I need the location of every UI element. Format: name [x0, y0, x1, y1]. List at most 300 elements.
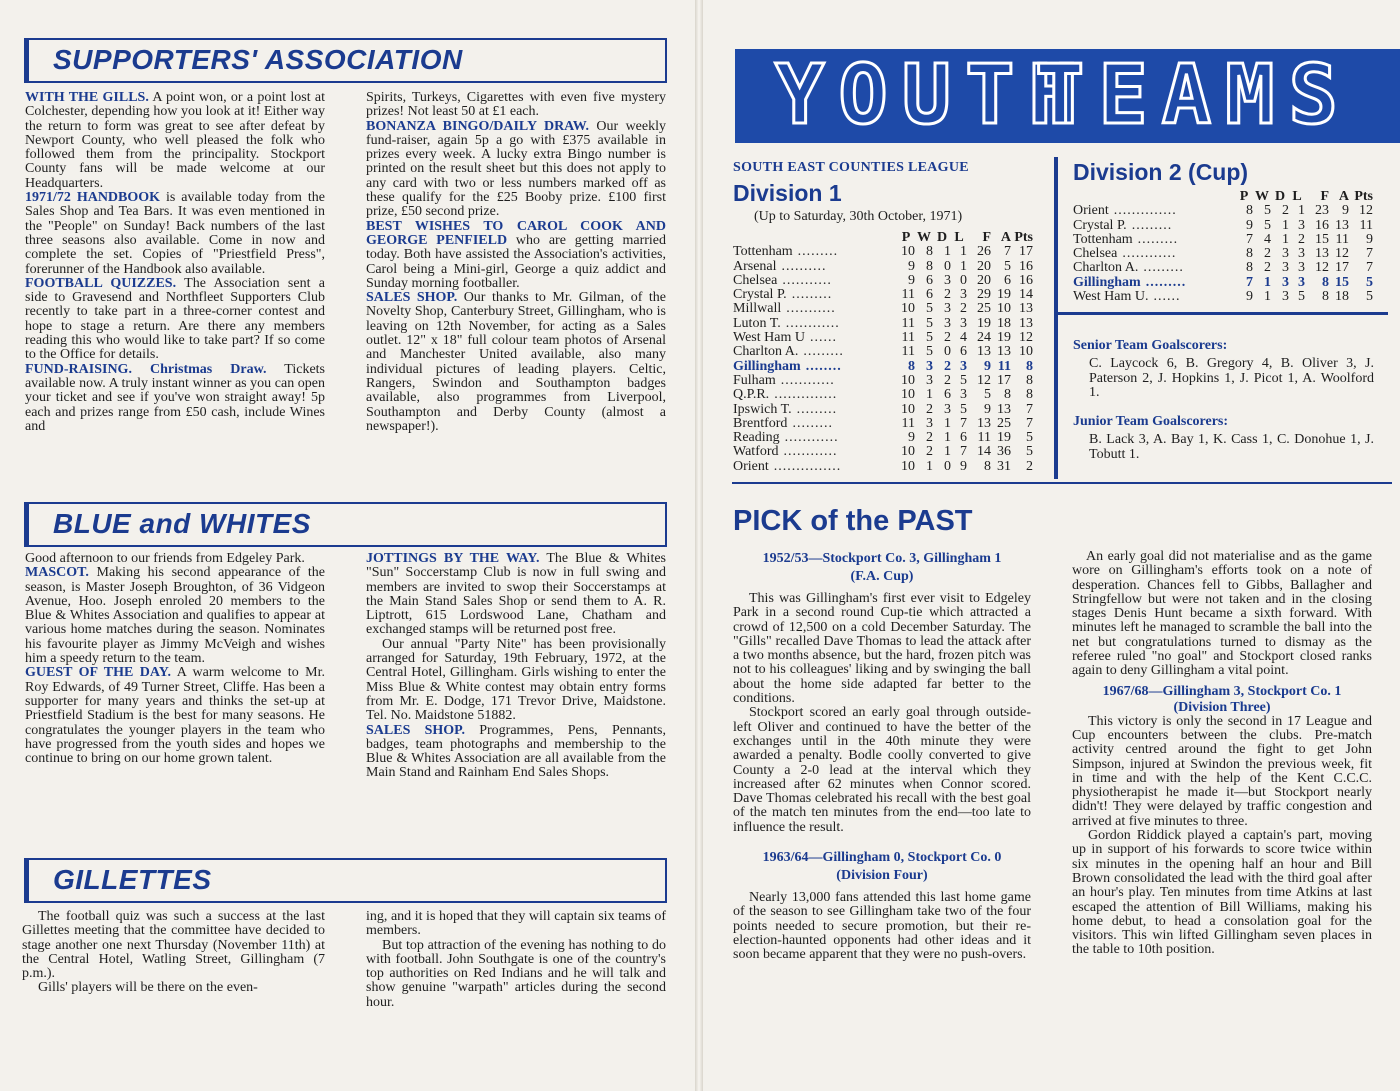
leader-dots: .........: [1131, 217, 1173, 233]
stat-cell: 16: [1019, 272, 1033, 288]
paragraph-lead: SALES SHOP.: [366, 290, 458, 306]
stat-cell: 12: [977, 372, 991, 388]
stat-cell: 10: [901, 244, 915, 260]
leader-dots: ........: [805, 358, 842, 374]
stat-cell: 2: [944, 330, 951, 346]
stat-cell: 8: [1246, 260, 1253, 276]
column-header: Pts: [1014, 230, 1033, 245]
stat-cell: 6: [926, 287, 933, 303]
paragraph-text: Our weekly fund-raiser, again 5p a go with £375 available in prizes every week. A lucky extra Bingo number is printed on the result sheet but this does not apply to any card with two or less numbers marked off as these qualify for the £25 Booby prize. £100 first prize, £50 second prize.: [366, 118, 666, 220]
column-header: D: [1274, 189, 1286, 204]
division-2-table: [1073, 190, 1373, 304]
stat-cell: 10: [901, 444, 915, 460]
stat-cell: 12: [1359, 203, 1373, 219]
banner-word-youth: YOUTH: [775, 48, 1092, 143]
banner-word-teams: TEAMS: [1035, 48, 1352, 143]
stat-cell: 3: [960, 387, 967, 403]
stat-cell: 12: [1335, 246, 1349, 262]
stat-cell: 19: [997, 287, 1011, 303]
stat-cell: 7: [1366, 260, 1373, 276]
table-row: [733, 345, 1033, 359]
paragraph-text: But top attraction of the evening has nothing to do with football. John Southgate is one of the country's top authorities on Red Indians and he will talk and show genuine "warpath" articles during the second hour.: [366, 937, 666, 1010]
gillettes-heading-box: [24, 858, 667, 903]
stat-cell: 31: [997, 458, 1011, 474]
paragraph-text: who are getting married today. Both have assisted the Association's activities, Carol being a Mini-girl, George a quiz addict and Sunday morning footballer.: [366, 232, 666, 291]
stat-cell: 12: [1019, 330, 1033, 346]
stat-cell: 5: [984, 387, 991, 403]
paragraph-text: A warm welcome to Mr. Roy Edwards, of 49 Turner Street, Cliffe. Has been a supporter for many years and thinks the set-up at Priestfield Stadium is the best for many seasons. He congratulates the younger players in the team who have progressed from the youth sides and hopes we continue to bring on our home grown talent.: [25, 665, 325, 767]
stat-cell: 23: [1315, 203, 1329, 219]
stat-cell: 25: [977, 301, 991, 317]
table-row: [733, 317, 1033, 331]
match-1952-heading: 1952/53—Stockport Co. 3, Gillingham 1: [762, 551, 1002, 566]
stat-cell: 26: [977, 244, 991, 260]
table-row: [733, 403, 1033, 417]
stat-cell: 11: [901, 415, 915, 431]
team-name: West Ham U: [733, 330, 805, 346]
stat-cell: 3: [926, 358, 933, 374]
past-column-1: [733, 550, 1031, 963]
stat-cell: 14: [1019, 287, 1033, 303]
column-header: F: [1320, 189, 1329, 204]
paragraph: [366, 724, 666, 781]
stat-cell: 4: [960, 330, 967, 346]
column-header: L: [954, 230, 964, 245]
stat-cell: 16: [1315, 217, 1329, 233]
stat-cell: 2: [1026, 458, 1033, 474]
stat-cell: 18: [1335, 289, 1349, 305]
stat-cell: 5: [1366, 274, 1373, 290]
senior-goalscorers-text: C. Laycock 6, B. Gregory 4, B. Oliver 3, J. Paterson 2, J. Hopkins 1, J. Picot 1, A. Woolford 1.: [1089, 356, 1374, 400]
stat-cell: 5: [1264, 217, 1271, 233]
stat-cell: 5: [926, 330, 933, 346]
team-cell: [733, 460, 897, 474]
stat-cell: 7: [960, 415, 967, 431]
team-cell: [1073, 247, 1235, 261]
leader-dots: ...............: [773, 458, 842, 474]
team-cell: [1073, 204, 1235, 218]
paragraph-text: Programmes, Pens, Pennants, badges, team photographs and membership to the Blue & Whites Association are all available from the Main Stand and Rainham End Sales Shops.: [366, 722, 666, 781]
team-cell: [733, 445, 897, 459]
paragraph: [366, 91, 666, 120]
paragraph-lead: WITH THE GILLS.: [25, 90, 149, 105]
leader-dots: .........: [1137, 231, 1179, 247]
paragraph: [366, 552, 666, 638]
supporters-column-2: [366, 91, 666, 434]
stat-cell: 1: [944, 444, 951, 460]
horizontal-divider: [1054, 312, 1388, 315]
team-name: Watford: [733, 444, 779, 460]
team-name: Tottenham: [1073, 231, 1133, 247]
table-row: [1073, 247, 1373, 261]
stat-cell: 13: [977, 415, 991, 431]
stat-cell: 3: [960, 315, 967, 331]
gillettes-column-2: [366, 910, 666, 1010]
stat-cell: 9: [984, 358, 991, 374]
stat-cell: 0: [944, 258, 951, 274]
division-1-subtitle: (Up to Saturday, 30th October, 1971): [754, 209, 963, 224]
table-row: [733, 360, 1033, 374]
leader-dots: .........: [803, 344, 844, 360]
stat-cell: 10: [901, 372, 915, 388]
pick-of-the-past-title: PICK of the PAST: [733, 505, 973, 537]
stat-cell: 13: [1019, 315, 1033, 331]
team-name: Brentford: [733, 415, 788, 431]
stat-cell: 4: [1264, 231, 1271, 247]
stat-cell: 13: [977, 344, 991, 360]
paragraph: [366, 291, 666, 434]
stat-cell: 3: [944, 272, 951, 288]
stat-cell: 19: [997, 330, 1011, 346]
blue-whites-heading-box: [24, 502, 667, 547]
stat-cell: 1: [944, 415, 951, 431]
paragraph-lead: FOOTBALL QUIZZES.: [25, 275, 177, 291]
stat-cell: 8: [1026, 372, 1033, 388]
stat-cell: 13: [1315, 246, 1329, 262]
stat-cell: 2: [1282, 203, 1289, 219]
stat-cell: 5: [960, 401, 967, 417]
paragraph: [22, 981, 325, 995]
gillettes-column-1: [22, 910, 325, 996]
stat-cell: 1: [1264, 289, 1271, 305]
stat-cell: 9: [984, 401, 991, 417]
stat-cell: 9: [908, 272, 915, 288]
stat-cell: 1: [926, 458, 933, 474]
team-name: Orient: [1073, 203, 1109, 219]
table-row: [733, 260, 1033, 274]
stat-cell: 1: [944, 430, 951, 446]
stat-cell: 11: [997, 358, 1011, 374]
leader-dots: ..............: [1113, 203, 1177, 219]
team-cell: [733, 345, 897, 359]
table-row: [1073, 290, 1373, 304]
league-title: SOUTH EAST COUNTIES LEAGUE: [733, 160, 969, 175]
team-cell: [1073, 233, 1235, 247]
stat-cell: 8: [1004, 387, 1011, 403]
stat-cell: 2: [944, 287, 951, 303]
table-row: [733, 245, 1033, 259]
stat-cell: 7: [1366, 246, 1373, 262]
leader-dots: ......: [1153, 289, 1181, 305]
paragraph: [366, 939, 666, 1010]
supporters-column-1: [25, 91, 325, 434]
paragraph: [25, 191, 325, 277]
stat-cell: 3: [944, 401, 951, 417]
team-cell: [733, 417, 897, 431]
stat-cell: 10: [901, 301, 915, 317]
stat-cell: 16: [1019, 258, 1033, 274]
stat-cell: 9: [1246, 289, 1253, 305]
stat-cell: 2: [926, 444, 933, 460]
stat-cell: 25: [997, 415, 1011, 431]
stat-cell: 3: [944, 315, 951, 331]
stat-cell: 7: [960, 444, 967, 460]
stat-cell: 13: [997, 401, 1011, 417]
table-row: [733, 431, 1033, 445]
stat-cell: 1: [1282, 217, 1289, 233]
match-1963-subheading: (Division Four): [836, 868, 928, 884]
junior-goalscorers-text: B. Lack 3, A. Bay 1, K. Cass 1, C. Donohue 1, J. Tobutt 1.: [1089, 432, 1374, 462]
stat-cell: 8: [984, 458, 991, 474]
stat-cell: 20: [977, 258, 991, 274]
team-cell: [733, 274, 897, 288]
paragraph-lead: 1971/72 HANDBOOK: [25, 190, 161, 206]
stat-cell: 20: [977, 272, 991, 288]
stat-cell: 3: [1282, 289, 1289, 305]
stat-cell: 11: [901, 315, 915, 331]
leader-dots: .........: [792, 415, 833, 431]
leader-dots: ..........: [781, 258, 827, 274]
stat-cell: 7: [1246, 231, 1253, 247]
table-row: [733, 460, 1033, 474]
paragraph-text: ing, and it is hoped that they will captain six teams of members.: [366, 909, 666, 939]
report-paragraph: This was Gillingham's first ever visit to Edgeley Park in a second round Cup-tie which attracted a crowd of 12,500 on a cold December Saturday. The "Gills" recalled Dave Thomas to lead the attack after a two months absence, but the hard, frozen pitch was not to his colleagues' liking and by swinging the ball about the home side adapted far better to the conditions.: [733, 591, 1031, 707]
paragraph-text: A point won, or a point lost at Colchester, depending how you look at it! Either way the return to form was great to see after defeat by Newport County, who well pleased the folk who followed them from the principality. Stockport County fans will be made welcome at our Headquarters.: [25, 90, 325, 191]
paragraph-text: Gills' players will be there on the even-: [38, 980, 258, 996]
blue-whites-column-2: [366, 552, 666, 781]
paragraph-lead: GUEST OF THE DAY.: [25, 665, 172, 681]
paragraph: [366, 910, 666, 939]
table-row: [733, 274, 1033, 288]
team-cell: [1073, 290, 1235, 304]
stat-cell: 8: [1322, 289, 1329, 305]
team-name: Charlton A.: [1073, 260, 1139, 276]
stat-cell: 1: [1298, 203, 1305, 219]
leader-dots: ............: [1122, 246, 1177, 262]
stat-cell: 5: [1366, 289, 1373, 305]
stat-cell: 13: [1335, 217, 1349, 233]
page-gutter: [695, 0, 703, 1091]
stat-cell: 3: [1298, 274, 1305, 290]
paragraph-text: Our annual "Party Nite" has been provisionally arranged for Saturday, 19th February, 1972, at the Central Hotel, Gillingham. Girls wishing to enter the Miss Blue & White contest may obtain entry forms from Mr. E. Dodge, 171 Trevor Drive, Maidstone. Tel. No. Maidstone 51882.: [366, 636, 666, 724]
leader-dots: ...........: [782, 272, 832, 288]
stat-cell: 7: [1004, 244, 1011, 260]
team-name: Luton T.: [733, 315, 781, 331]
stat-cell: 2: [1264, 246, 1271, 262]
stat-cell: 0: [944, 458, 951, 474]
team-cell: [733, 431, 897, 445]
column-header: D: [936, 230, 948, 245]
junior-goalscorers-title: Junior Team Goalscorers:: [1073, 414, 1229, 429]
team-name: Charlton A.: [733, 344, 799, 360]
team-cell: [733, 288, 897, 302]
stat-cell: 6: [1004, 272, 1011, 288]
stat-cell: 11: [1359, 217, 1373, 233]
stat-cell: 8: [926, 258, 933, 274]
team-cell: [733, 260, 897, 274]
match-1967-report: [1072, 715, 1372, 958]
paragraph: [366, 220, 666, 291]
division-2-title: Division 2 (Cup): [1073, 159, 1249, 185]
blue-whites-heading: BLUE and WHITES: [53, 508, 311, 539]
stat-cell: 19: [997, 430, 1011, 446]
stat-cell: 2: [1264, 260, 1271, 276]
paragraph-text: The Blue & Whites "Sun" Soccerstamp Club is now in full swing and members are invited to swop their Soccerstamps at the Main Stand Sales Shop or send them to A. R. Liptrott, 615 Lordswood Lane, Chatham and exchanged stamps will be returned post free.: [366, 551, 666, 638]
leader-dots: ............: [784, 430, 839, 446]
column-header: W: [917, 230, 931, 245]
team-name: Crystal P.: [1073, 217, 1127, 233]
stat-cell: 8: [908, 358, 915, 374]
team-name: West Ham U.: [1073, 289, 1149, 305]
table-header-row: [1073, 190, 1373, 204]
table-row: [1073, 276, 1373, 290]
paragraph-text: Good afternoon to our friends from Edgeley Park.: [25, 551, 305, 566]
table-row: [733, 302, 1033, 316]
stat-cell: 7: [1026, 401, 1033, 417]
table-row: [1073, 204, 1373, 218]
column-header: Pts: [1354, 189, 1373, 204]
match-1952-report: [733, 592, 1031, 835]
table-row: [1073, 233, 1373, 247]
paragraph-lead: FUND-RAISING. Christmas Draw.: [25, 361, 267, 377]
stat-cell: 8: [1246, 203, 1253, 219]
team-name: Millwall: [733, 301, 782, 317]
stat-cell: 5: [926, 301, 933, 317]
match-1952-subheading: (F.A. Cup): [850, 569, 914, 584]
team-cell: [733, 317, 897, 331]
team-name: Chelsea: [1073, 246, 1118, 262]
stat-cell: 29: [977, 287, 991, 303]
stat-cell: 5: [1026, 430, 1033, 446]
paragraph: [366, 638, 666, 724]
team-name: Chelsea: [733, 272, 778, 288]
vertical-divider: [1054, 157, 1058, 479]
paragraph-text: Our thanks to Mr. Gilman, of the Novelty Shop, Canterbury Street, Gillingham, who is leaving on 12th November, for acting as a Sales outlet. 12" x 18" full colour team photos of Arsenal and Manchester United available, also many individual pictures of leading players. Celtic, Rangers, Swindon and Southampton badges available, also programmes from Liverpool, Southampton and Derby County (almost a newspaper!).: [366, 290, 666, 434]
stat-cell: 2: [926, 430, 933, 446]
team-cell: [733, 302, 897, 316]
stat-cell: 3: [960, 287, 967, 303]
paragraph-text: The Association sent a side to Gravesend and Northfleet Supporters Club recently to take part in a three-corner contest and hope to stage a return. Are there any members reading this who would like to take part? If so come to the Office for details.: [25, 275, 325, 363]
stat-cell: 7: [1246, 274, 1253, 290]
supporters-heading: SUPPORTERS' ASSOCIATION: [53, 44, 463, 75]
team-name: Reading: [733, 430, 780, 446]
paragraph-text: Making his second appearance of the season, is Master Joseph Broughton, of 36 Vidgeon Avenue, Hoo. Joseph enroled 20 members to the Blue & Whites Association and qualifies to appear at various home matches during the season. Nominates his favourite player as Jimmy McVeigh and wishes him a speedy return to the team.: [25, 565, 325, 667]
team-name: Tottenham: [733, 244, 793, 260]
stat-cell: 17: [1019, 244, 1033, 260]
column-header: A: [1000, 230, 1011, 245]
leader-dots: .........: [791, 287, 833, 303]
team-name: Arsenal: [733, 258, 777, 274]
gillettes-heading: GILLETTES: [53, 864, 212, 895]
stat-cell: 10: [901, 387, 915, 403]
paragraph-lead: SALES SHOP.: [366, 722, 465, 738]
match-1963-report: [733, 891, 1031, 962]
paragraph-lead: JOTTINGS BY THE WAY.: [366, 551, 540, 566]
team-cell: [733, 388, 897, 402]
paragraph: [22, 910, 325, 981]
stat-cell: 9: [960, 458, 967, 474]
team-name: Gillingham: [733, 358, 801, 374]
stat-cell: 2: [944, 372, 951, 388]
stat-cell: 9: [908, 430, 915, 446]
table-row: [733, 388, 1033, 402]
stat-cell: 13: [997, 344, 1011, 360]
stat-cell: 0: [960, 272, 967, 288]
match-1963-continued: An early goal did not materialise and as the game wore on Gillingham's efforts took on a note of desperation. Chances fell to Gibbs, Ballagher and Stringfellow but were not taken and in the closing stages Denis Hunt became a sixth forward. With minutes left he managed to scramble the ball into the net but congratulations turned to dismay as the referee ruled "no goal" and Stockport closed ranks again to deny Gillingham a vital point.: [1072, 549, 1372, 679]
team-header: [733, 231, 897, 245]
stat-cell: 8: [1246, 246, 1253, 262]
team-cell: [733, 403, 897, 417]
match-1967-heading: 1967/68—Gillingham 3, Stockport Co. 1: [1102, 683, 1342, 699]
table-header-row: [733, 231, 1033, 245]
stat-cell: 11: [901, 287, 915, 303]
stat-cell: 0: [944, 344, 951, 360]
youth-teams-banner: [735, 49, 1400, 143]
stat-cell: 10: [901, 458, 915, 474]
stat-cell: 11: [1335, 231, 1349, 247]
stat-cell: 5: [926, 344, 933, 360]
stat-cell: 10: [901, 401, 915, 417]
stat-cell: 3: [926, 372, 933, 388]
stat-cell: 9: [1366, 231, 1373, 247]
match-1963-heading: 1963/64—Gillingham 0, Stockport Co. 0: [762, 850, 1002, 866]
paragraph: [25, 552, 325, 566]
stat-cell: 11: [901, 330, 915, 346]
stat-cell: 19: [977, 315, 991, 331]
team-cell: [733, 331, 897, 345]
section-divider: [732, 482, 1392, 484]
division-1-title: Division 1: [733, 180, 842, 206]
stat-cell: 3: [1282, 246, 1289, 262]
stat-cell: 3: [960, 358, 967, 374]
leader-dots: ......: [809, 330, 837, 346]
paragraph-lead: MASCOT.: [25, 565, 89, 581]
stat-cell: 18: [997, 315, 1011, 331]
stat-cell: 1: [960, 244, 967, 260]
paragraph: [25, 277, 325, 363]
stat-cell: 10: [997, 301, 1011, 317]
senior-goalscorers-title: Senior Team Goalscorers:: [1073, 338, 1228, 353]
team-name: Gillingham: [1073, 274, 1141, 290]
leader-dots: ............: [780, 372, 835, 388]
table-row: [733, 374, 1033, 388]
stat-cell: 36: [997, 444, 1011, 460]
stat-cell: 6: [960, 430, 967, 446]
team-header: [1073, 190, 1235, 204]
stat-cell: 3: [1298, 217, 1305, 233]
stat-cell: 1: [1264, 274, 1271, 290]
table-row: [1073, 219, 1373, 233]
column-header: F: [982, 230, 991, 245]
team-name: Crystal P.: [733, 287, 787, 303]
stat-cell: 3: [1282, 260, 1289, 276]
stat-cell: 8: [1322, 274, 1329, 290]
stat-cell: 7: [1026, 415, 1033, 431]
stat-cell: 10: [1019, 344, 1033, 360]
supporters-heading-box: [24, 38, 667, 83]
paragraph-lead: BEST WISHES TO CAROL COOK AND GEORGE PENFIELD: [366, 218, 666, 248]
stat-cell: 3: [1298, 260, 1305, 276]
stat-cell: 8: [926, 244, 933, 260]
team-cell: [1073, 261, 1235, 275]
team-cell: [733, 360, 897, 374]
leader-dots: .........: [797, 244, 839, 260]
stat-cell: 1: [1282, 231, 1289, 247]
match-1967-subheading: (Division Three): [1173, 699, 1271, 715]
leader-dots: .........: [1145, 274, 1187, 290]
stat-cell: 1: [926, 387, 933, 403]
stat-cell: 3: [944, 301, 951, 317]
stat-cell: 3: [1282, 274, 1289, 290]
stat-cell: 2: [926, 401, 933, 417]
stat-cell: 12: [1315, 260, 1329, 276]
stat-cell: 2: [960, 301, 967, 317]
team-name: Fulham: [733, 372, 776, 388]
stat-cell: 5: [960, 372, 967, 388]
stat-cell: 2: [944, 358, 951, 374]
stat-cell: 5: [926, 315, 933, 331]
paragraph-text: The football quiz was such a success at the last Gillettes meeting that the committee have decided to stage another one next Thursday (November 11th) at the Central Hotel, Watling Street, Gillingham (7 p.m.).: [22, 909, 325, 982]
